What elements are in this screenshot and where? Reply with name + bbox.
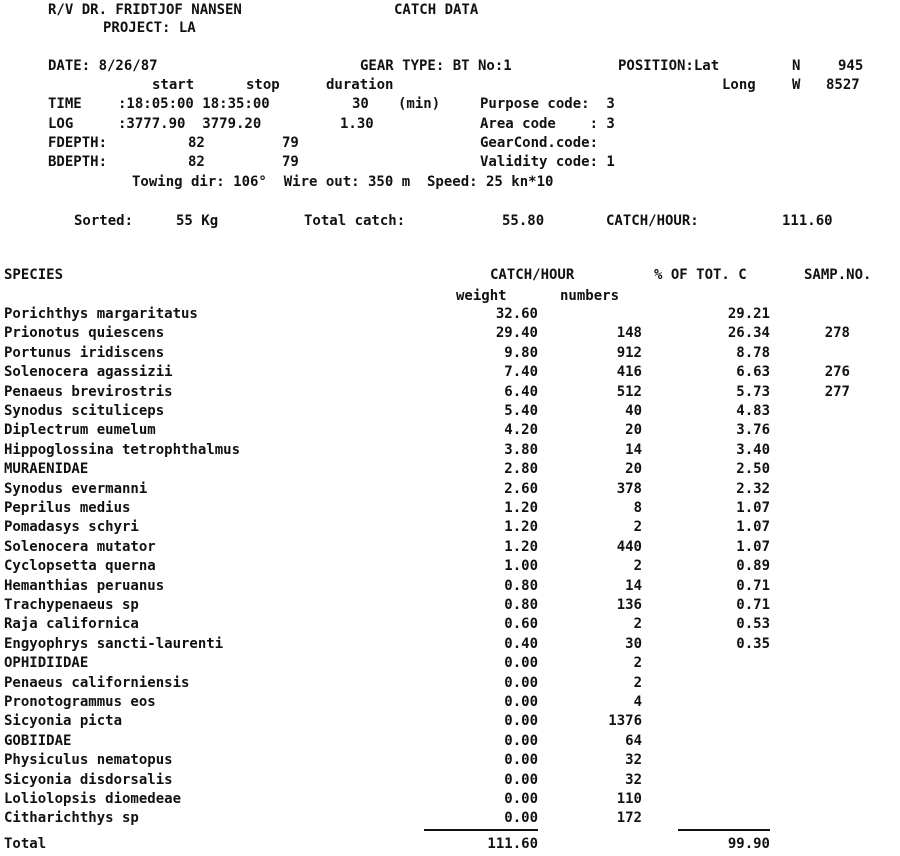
towing-info: Towing dir: 106° Wire out: 350 m Speed: 25 kn*10 bbox=[132, 174, 554, 190]
time-duration: 30 bbox=[352, 96, 369, 112]
catch-numbers: 2 bbox=[633, 675, 642, 691]
catch-weight: 0.00 bbox=[504, 675, 538, 691]
catch-numbers: 14 bbox=[625, 442, 642, 458]
validity-code: Validity code: 1 bbox=[480, 154, 615, 170]
long-direction: W bbox=[792, 77, 801, 93]
species-name: Prionotus quiescens bbox=[4, 325, 165, 341]
catch-numbers: 378 bbox=[616, 481, 642, 497]
catch-numbers: 512 bbox=[616, 384, 642, 400]
station-date: DATE: 8/26/87 bbox=[48, 58, 158, 74]
species-name: Sicyonia disdorsalis bbox=[4, 772, 173, 788]
fdepth-label: FDEPTH: bbox=[48, 135, 108, 151]
catch-weight: 32.60 bbox=[495, 306, 538, 322]
catch-numbers: 2 bbox=[633, 558, 642, 574]
catch-weight: 0.80 bbox=[504, 578, 538, 594]
long-label: Long bbox=[722, 77, 756, 93]
col-header-species: SPECIES bbox=[4, 267, 64, 283]
catch-weight: 4.20 bbox=[504, 422, 538, 438]
catch-numbers: 20 bbox=[625, 461, 642, 477]
catch-hour-label: CATCH/HOUR: bbox=[606, 213, 699, 229]
sorted-label: Sorted: bbox=[74, 213, 134, 229]
species-name: Trachypenaeus sp bbox=[4, 597, 139, 613]
species-name: Pomadasys schyri bbox=[4, 519, 139, 535]
species-name: Diplectrum eumelum bbox=[4, 422, 156, 438]
catch-percent: 0.35 bbox=[736, 636, 770, 652]
catch-numbers: 1376 bbox=[608, 713, 642, 729]
catch-numbers: 172 bbox=[616, 810, 642, 826]
catch-numbers: 440 bbox=[616, 539, 642, 555]
catch-percent: 8.78 bbox=[736, 345, 770, 361]
col-header-samp: SAMP.NO. bbox=[804, 267, 872, 283]
catch-percent: 6.63 bbox=[736, 364, 770, 380]
catch-weight: 1.20 bbox=[504, 519, 538, 535]
sample-number: 276 bbox=[824, 364, 850, 380]
catch-numbers: 2 bbox=[633, 616, 642, 632]
catch-numbers: 148 bbox=[616, 325, 642, 341]
fdepth-stop: 79 bbox=[282, 135, 299, 151]
area-code: Area code : 3 bbox=[480, 116, 615, 132]
catch-percent: 0.71 bbox=[736, 578, 770, 594]
catch-weight: 7.40 bbox=[504, 364, 538, 380]
log-label: LOG bbox=[48, 116, 74, 132]
catch-numbers: 64 bbox=[625, 733, 642, 749]
species-name: Raja californica bbox=[4, 616, 139, 632]
sample-number: 278 bbox=[824, 325, 850, 341]
lat-direction: N bbox=[792, 58, 801, 74]
catch-percent: 1.07 bbox=[736, 519, 770, 535]
catch-numbers: 110 bbox=[616, 791, 642, 807]
catch-weight: 9.80 bbox=[504, 345, 538, 361]
sample-number: 277 bbox=[824, 384, 850, 400]
species-name: Pronotogrammus eos bbox=[4, 694, 156, 710]
species-name: Synodus scituliceps bbox=[4, 403, 165, 419]
catch-numbers: 32 bbox=[625, 772, 642, 788]
catch-percent: 26.34 bbox=[727, 325, 770, 341]
log-values: :3777.90 3779.20 bbox=[118, 116, 262, 132]
col-stop: stop bbox=[246, 77, 280, 93]
catch-percent: 3.40 bbox=[736, 442, 770, 458]
catch-weight: 1.20 bbox=[504, 500, 538, 516]
catch-numbers: 4 bbox=[633, 694, 642, 710]
catch-weight: 5.40 bbox=[504, 403, 538, 419]
catch-numbers: 416 bbox=[616, 364, 642, 380]
species-name: Hippoglossina tetrophthalmus bbox=[4, 442, 241, 458]
col-header-pct: % OF TOT. C bbox=[654, 267, 747, 283]
species-name: Synodus evermanni bbox=[4, 481, 148, 497]
catch-percent: 0.89 bbox=[736, 558, 770, 574]
catch-percent: 4.83 bbox=[736, 403, 770, 419]
catch-weight: 3.80 bbox=[504, 442, 538, 458]
weight-total-rule bbox=[424, 829, 538, 831]
time-unit: (min) bbox=[398, 96, 441, 112]
catch-weight: 1.00 bbox=[504, 558, 538, 574]
purpose-code: Purpose code: 3 bbox=[480, 96, 615, 112]
catch-weight: 1.20 bbox=[504, 539, 538, 555]
catch-weight: 2.80 bbox=[504, 461, 538, 477]
catch-numbers: 2 bbox=[633, 655, 642, 671]
catch-weight: 0.00 bbox=[504, 733, 538, 749]
sorted-value: 55 Kg bbox=[176, 213, 219, 229]
catch-percent: 29.21 bbox=[727, 306, 770, 322]
gear-type: GEAR TYPE: BT No:1 bbox=[360, 58, 512, 74]
species-name: Physiculus nematopus bbox=[4, 752, 173, 768]
catch-weight: 0.00 bbox=[504, 772, 538, 788]
species-name: Sicyonia picta bbox=[4, 713, 123, 729]
species-name: GOBIIDAE bbox=[4, 733, 72, 749]
catch-weight: 0.00 bbox=[504, 791, 538, 807]
vessel-name: R/V DR. FRIDTJOF NANSEN bbox=[48, 2, 242, 18]
catch-weight: 2.60 bbox=[504, 481, 538, 497]
total-catch-label: Total catch: bbox=[304, 213, 406, 229]
catch-percent: 2.32 bbox=[736, 481, 770, 497]
gearcond-code: GearCond.code: bbox=[480, 135, 599, 151]
species-name: MURAENIDAE bbox=[4, 461, 89, 477]
species-name: Portunus iridiscens bbox=[4, 345, 165, 361]
catch-weight: 0.40 bbox=[504, 636, 538, 652]
col-duration: duration bbox=[326, 77, 394, 93]
species-name: Penaeus californiensis bbox=[4, 675, 190, 691]
catch-percent: 2.50 bbox=[736, 461, 770, 477]
catch-weight: 0.00 bbox=[504, 694, 538, 710]
bdepth-label: BDEPTH: bbox=[48, 154, 108, 170]
species-name: Penaeus brevirostris bbox=[4, 384, 173, 400]
species-name: Citharichthys sp bbox=[4, 810, 139, 826]
catch-weight: 0.00 bbox=[504, 752, 538, 768]
log-duration: 1.30 bbox=[340, 116, 374, 132]
catch-numbers: 40 bbox=[625, 403, 642, 419]
species-name: Loliolopsis diomedeae bbox=[4, 791, 182, 807]
lat-value: 945 bbox=[838, 58, 864, 74]
total-weight: 111.60 bbox=[487, 836, 538, 852]
bdepth-start: 82 bbox=[188, 154, 205, 170]
project-name: PROJECT: LA bbox=[103, 20, 196, 36]
catch-numbers: 20 bbox=[625, 422, 642, 438]
catch-numbers: 2 bbox=[633, 519, 642, 535]
species-name: Cyclopsetta querna bbox=[4, 558, 156, 574]
catch-numbers: 30 bbox=[625, 636, 642, 652]
species-name: Porichthys margaritatus bbox=[4, 306, 198, 322]
time-label: TIME bbox=[48, 96, 82, 112]
species-name: Solenocera mutator bbox=[4, 539, 156, 555]
col-subheader-numbers: numbers bbox=[560, 288, 620, 304]
long-value: 8527 bbox=[826, 77, 860, 93]
species-name: Peprilus medius bbox=[4, 500, 131, 516]
catch-percent: 0.71 bbox=[736, 597, 770, 613]
catch-numbers: 14 bbox=[625, 578, 642, 594]
catch-weight: 0.00 bbox=[504, 810, 538, 826]
catch-percent: 5.73 bbox=[736, 384, 770, 400]
fdepth-start: 82 bbox=[188, 135, 205, 151]
total-catch-value: 55.80 bbox=[502, 213, 545, 229]
catch-hour-value: 111.60 bbox=[782, 213, 833, 229]
species-name: Solenocera agassizii bbox=[4, 364, 173, 380]
catch-weight: 0.00 bbox=[504, 655, 538, 671]
catch-weight: 0.00 bbox=[504, 713, 538, 729]
catch-numbers: 8 bbox=[633, 500, 642, 516]
catch-weight: 6.40 bbox=[504, 384, 538, 400]
col-header-catch-hour: CATCH/HOUR bbox=[490, 267, 575, 283]
page-title: CATCH DATA bbox=[394, 2, 479, 18]
species-name: Engyophrys sancti-laurenti bbox=[4, 636, 224, 652]
position-label: POSITION:Lat bbox=[618, 58, 720, 74]
bdepth-stop: 79 bbox=[282, 154, 299, 170]
catch-numbers: 136 bbox=[616, 597, 642, 613]
species-name: OPHIDIIDAE bbox=[4, 655, 89, 671]
catch-weight: 0.80 bbox=[504, 597, 538, 613]
catch-weight: 0.60 bbox=[504, 616, 538, 632]
catch-percent: 0.53 bbox=[736, 616, 770, 632]
catch-numbers: 912 bbox=[616, 345, 642, 361]
species-name: Hemanthias peruanus bbox=[4, 578, 165, 594]
total-pct: 99.90 bbox=[727, 836, 770, 852]
col-subheader-weight: weight bbox=[456, 288, 507, 304]
catch-numbers: 32 bbox=[625, 752, 642, 768]
catch-percent: 1.07 bbox=[736, 539, 770, 555]
pct-total-rule bbox=[678, 829, 770, 831]
col-start: start bbox=[152, 77, 195, 93]
catch-percent: 3.76 bbox=[736, 422, 770, 438]
catch-percent: 1.07 bbox=[736, 500, 770, 516]
total-label: Total bbox=[4, 836, 47, 852]
catch-weight: 29.40 bbox=[495, 325, 538, 341]
time-values: :18:05:00 18:35:00 bbox=[118, 96, 270, 112]
